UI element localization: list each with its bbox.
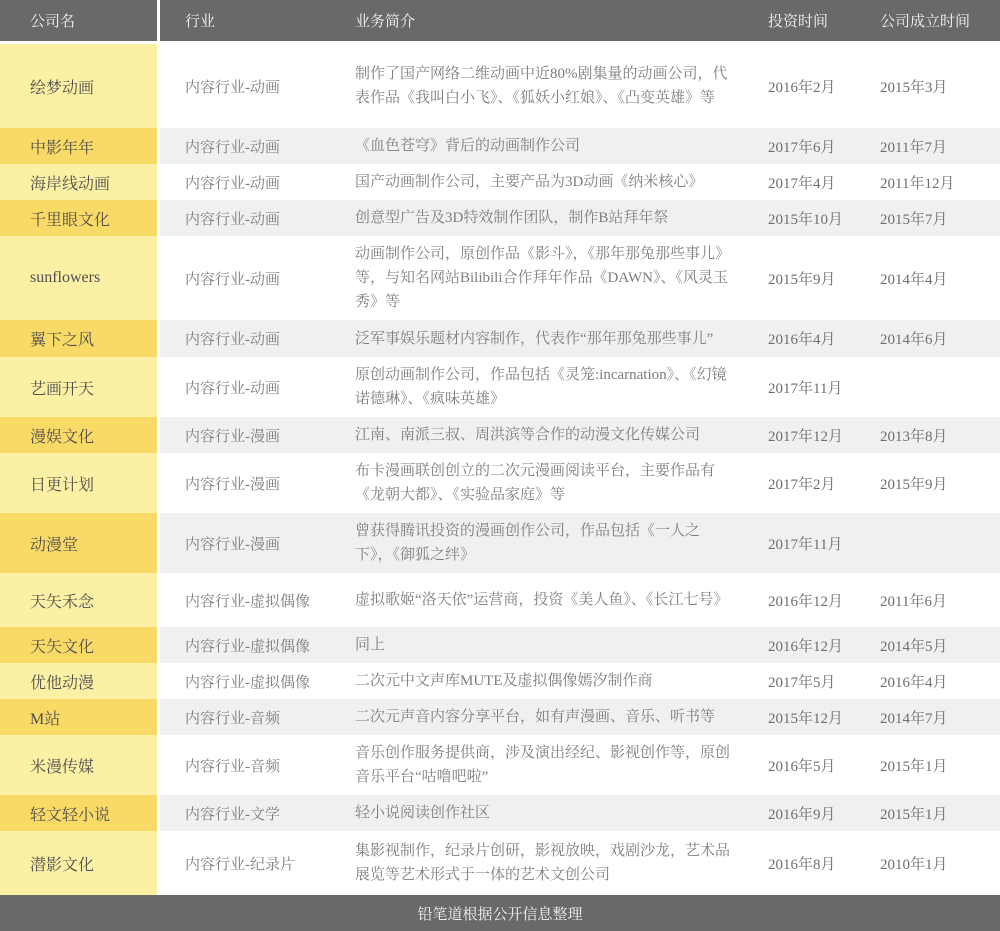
investment-date-cell: 2017年11月 xyxy=(768,380,843,397)
investment-date-cell: 2015年10月 xyxy=(755,200,868,236)
founded-date-cell: 2013年8月 xyxy=(868,417,1000,453)
company-name-cell: 漫娱文化 xyxy=(0,417,160,453)
investment-date-cell: 2016年8月 xyxy=(768,856,836,873)
industry-cell: 内容行业-动画 xyxy=(185,271,280,288)
industry-cell: 内容行业-虚拟偶像 xyxy=(185,593,310,610)
column-header-investment-date: 投资时间 xyxy=(768,14,829,30)
founded-date-cell: 2011年6月 xyxy=(880,593,947,610)
industry-cell: 内容行业-纪录片 xyxy=(185,856,295,873)
description-cell: 国产动画制作公司，主要产品为3D动画《纳米核心》 xyxy=(355,174,704,190)
founded-date-cell: 2015年7月 xyxy=(868,200,1000,236)
table-body xyxy=(0,41,1000,895)
column-header-founded-date: 公司成立时间 xyxy=(880,14,971,30)
investment-date-cell: 2017年2月 xyxy=(768,476,836,493)
description-cell: 二次元声音内容分享平台，如有声漫画、音乐、听书等 xyxy=(340,699,755,735)
description-cell: 轻小说阅读创作社区 xyxy=(340,795,755,831)
founded-date-cell: 2014年7月 xyxy=(868,699,1000,735)
investment-date-cell: 2017年5月 xyxy=(768,674,836,691)
company-name-cell: 艺画开天 xyxy=(0,357,160,417)
company-name-cell: 轻文轻小说 xyxy=(0,795,160,831)
investment-date-cell: 2016年4月 xyxy=(755,320,868,357)
founded-date-cell: 2014年5月 xyxy=(868,627,1000,663)
description-cell: 《血色苍穹》背后的动画制作公司 xyxy=(340,128,755,164)
founded-date-cell: 2016年4月 xyxy=(880,674,948,691)
table-row xyxy=(0,357,1000,417)
description-cell: 创意型广告及3D特效制作团队，制作B站拜年祭 xyxy=(340,200,755,236)
founded-date-cell: 2014年6月 xyxy=(868,320,1000,357)
founded-date-cell: 2010年1月 xyxy=(880,856,948,873)
table-row xyxy=(0,320,1000,357)
founded-date-cell xyxy=(868,357,1000,417)
column-header-industry: 行业 xyxy=(185,14,216,30)
company-name-cell: 绘梦动画 xyxy=(0,44,160,128)
company-name-cell: 米漫传媒 xyxy=(0,735,160,795)
table-header xyxy=(0,0,1000,41)
founded-date-cell: 2015年1月 xyxy=(880,758,948,775)
description-cell: 动画制作公司，原创作品《影斗》，《那年那兔那些事儿》等，与知名网站Bilibili合作拜年作品《DAWN》、《风灵玉秀》等 xyxy=(355,246,731,310)
description-cell: 曾获得腾讯投资的漫画创作公司，作品包括《一人之下》，《御狐之绊》 xyxy=(340,513,755,573)
description-cell: 原创动画制作公司，作品包括《灵笼:incarnation》、《幻镜诺德琳》、《疯味英雄》 xyxy=(355,367,727,407)
industry-cell: 内容行业-漫画 xyxy=(185,476,280,493)
table-footer xyxy=(0,895,1000,931)
investment-date-cell: 2015年12月 xyxy=(755,699,868,735)
table-row xyxy=(0,164,1000,200)
industry-cell: 内容行业-文学 xyxy=(160,795,340,831)
table-row xyxy=(0,128,1000,164)
description-cell: 虚拟歌姬“洛天依”运营商，投资《美人鱼》、《长江七号》 xyxy=(355,592,729,608)
investment-date-cell: 2016年5月 xyxy=(768,758,836,775)
company-name-cell: 中影年年 xyxy=(0,128,160,164)
industry-cell: 内容行业-虚拟偶像 xyxy=(185,674,310,691)
company-name-cell: 潜影文化 xyxy=(0,831,160,895)
industry-cell: 内容行业-虚拟偶像 xyxy=(160,627,340,663)
table-row xyxy=(0,699,1000,735)
investment-date-cell: 2017年11月 xyxy=(755,513,868,573)
founded-date-cell: 2015年3月 xyxy=(880,79,948,96)
founded-date-cell xyxy=(868,513,1000,573)
description-cell: 制作了国产网络二维动画中近80%剧集量的动画公司，代表作品《我叫白小飞》、《狐妖小红娘》、《凸变英雄》等 xyxy=(355,66,728,106)
table-row xyxy=(0,513,1000,573)
industry-cell: 内容行业-动画 xyxy=(185,79,280,96)
column-header-company: 公司名 xyxy=(0,0,160,41)
source-note: 铅笔道根据公开信息整理 xyxy=(417,906,583,923)
description-cell: 同上 xyxy=(340,627,755,663)
investment-date-cell: 2016年2月 xyxy=(768,79,836,96)
table-row xyxy=(0,831,1000,895)
company-name-cell: 天矢文化 xyxy=(0,627,160,663)
column-header-description: 业务简介 xyxy=(355,14,416,30)
investment-date-cell: 2016年12月 xyxy=(755,627,868,663)
company-name-cell: 优他动漫 xyxy=(0,663,160,699)
description-cell: 江南、南派三叔、周洪滨等合作的动漫文化传媒公司 xyxy=(340,417,755,453)
company-name-cell: sunflowers xyxy=(0,236,160,320)
table-row xyxy=(0,663,1000,699)
table-row xyxy=(0,735,1000,795)
table-row xyxy=(0,44,1000,128)
description-cell: 布卡漫画联创创立的二次元漫画阅读平台，主要作品有《龙朝大都》、《实验品家庭》等 xyxy=(355,463,716,503)
table-row xyxy=(0,453,1000,513)
founded-date-cell: 2011年7月 xyxy=(868,128,1000,164)
table-row xyxy=(0,573,1000,627)
industry-cell: 内容行业-音频 xyxy=(185,758,280,775)
investment-date-cell: 2017年6月 xyxy=(755,128,868,164)
founded-date-cell: 2011年12月 xyxy=(880,175,955,192)
investment-date-cell: 2015年9月 xyxy=(768,271,836,288)
industry-cell: 内容行业-漫画 xyxy=(160,513,340,573)
industry-cell: 内容行业-动画 xyxy=(160,128,340,164)
investment-date-cell: 2017年4月 xyxy=(768,175,836,192)
investment-date-cell: 2016年9月 xyxy=(755,795,868,831)
description-cell: 集影视制作，纪录片创研，影视放映，戏剧沙龙，艺术品展览等艺术形式于一体的艺术文创公司 xyxy=(355,843,731,883)
investment-date-cell: 2016年12月 xyxy=(768,593,844,610)
founded-date-cell: 2014年4月 xyxy=(880,271,948,288)
industry-cell: 内容行业-动画 xyxy=(185,380,280,397)
industry-cell: 内容行业-动画 xyxy=(160,320,340,357)
company-name-cell: 海岸线动画 xyxy=(0,164,160,200)
table-row xyxy=(0,200,1000,236)
company-name-cell: M站 xyxy=(0,699,160,735)
investment-date-cell: 2017年12月 xyxy=(755,417,868,453)
company-name-cell: 动漫堂 xyxy=(0,513,160,573)
company-name-cell: 日更计划 xyxy=(0,453,160,513)
description-cell: 二次元中文声库MUTE及虚拟偶像嫣汐制作商 xyxy=(355,673,653,689)
table-row xyxy=(0,795,1000,831)
industry-cell: 内容行业-漫画 xyxy=(160,417,340,453)
table-row xyxy=(0,627,1000,663)
table-row xyxy=(0,417,1000,453)
industry-cell: 内容行业-动画 xyxy=(185,175,280,192)
founded-date-cell: 2015年9月 xyxy=(880,476,948,493)
founded-date-cell: 2015年1月 xyxy=(868,795,1000,831)
company-name-cell: 千里眼文化 xyxy=(0,200,160,236)
company-name-cell: 天矢禾念 xyxy=(0,573,160,627)
industry-cell: 内容行业-音频 xyxy=(160,699,340,735)
industry-cell: 内容行业-动画 xyxy=(160,200,340,236)
table-row xyxy=(0,236,1000,320)
description-cell: 泛军事娱乐题材内容制作，代表作“那年那兔那些事儿” xyxy=(340,320,755,357)
company-name-cell: 翼下之风 xyxy=(0,320,160,357)
description-cell: 音乐创作服务提供商，涉及演出经纪、影视创作等，原创音乐平台“咕噜吧啦” xyxy=(355,745,731,785)
